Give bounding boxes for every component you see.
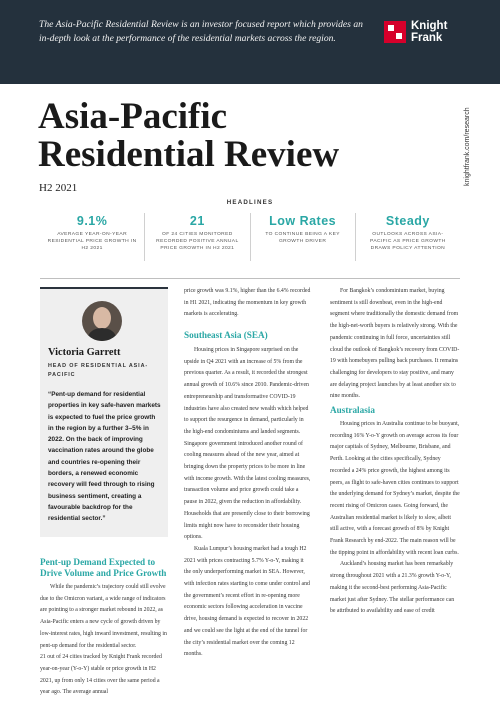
- stat-description: OF 24 CITIES MONITORED RECORDED POSITIVE ANNUAL PRICE GROWTH IN H2 2021: [156, 232, 239, 251]
- paragraph: Auckland’s housing market has been remarkably strong throughout 2021 with a 21.3% growth Y-o-Y, making it the second-best performing Asia-Pacific market just after Sydney. The stellar performance can be attributed to availability and ease of credit: [330, 561, 455, 615]
- logo-line-2: Frank: [411, 32, 443, 44]
- avatar-body: [88, 328, 116, 341]
- paragraph: Kuala Lumpur’s housing market had a tough H2 2021 with prices contracting 5.7% Y-o-Y, making it the only underperforming market in SEA. However, with infection rates starting to come under control and the government’s recent effort in re-opening more economic sectors following acceleration in vaccine drive, housing demand is expected to recover in 2022 and we could see the light at the end of the tunnel for the city’s residential market over the coming 12 months.: [184, 545, 310, 658]
- intro-text: The Asia-Pacific Residential Review is an investor focused report which provides an in-depth look at the performance of the residential markets across the region.: [39, 19, 363, 45]
- side-url[interactable]: [464, 96, 478, 186]
- stat-value: 9.1%: [76, 214, 108, 228]
- paragraph: 21 out of 24 cities tracked by Knight Frank recorded year-on-year (Y-o-Y) stable or price growth in H2 2021, up from only 14 cities over the same period a year ago. The average annual: [40, 654, 162, 696]
- stat-description: OUTLOOKS ACROSS ASIA-PACIFIC AS PRICE GROWTH DRAWS POLICY ATTENTION: [370, 232, 446, 251]
- headline-stat: [40, 213, 145, 261]
- report-title: [38, 98, 458, 174]
- knight-frank-logo[interactable]: [384, 19, 447, 45]
- knight-frank-logo-icon: [384, 21, 406, 43]
- paragraph: While the pandemic’s trajectory could still evolve due to the Omicron variant, a wide range of indicators are pointing to a stronger market rebound in 2022, as Asia-Pacific enters a new cycle of growth driven by low-interest rates, high inward investment, resulting in pent-up demand for the residential sector.: [40, 584, 167, 649]
- report-title-line-1: Asia-Pacific: [38, 96, 228, 137]
- column-2-top: [184, 286, 312, 321]
- headline-stat: [251, 213, 356, 261]
- stat-value: 21: [189, 214, 205, 228]
- column-1-body: [40, 582, 170, 699]
- headline-stat: [356, 213, 460, 261]
- paragraph: Housing prices in Singapore surprised on the upside in Q4 2021 with an increase of 5% from the previous quarter. As a result, it recorded the strongest annual growth of 10.6% since 2010. Pandemic-driven entrepreneurship and transformative COVID-19 industries have also created new wealth which helped to support the resurgence in demand, particularly in the high-end condominiums and landed segments. Singapore government introduced another round of cooling measures ahead of the new year, aimed at bringing down the property prices to be more in line with income growth. With the latest cooling measures, transaction volume and price growth could take a pause in 2022, given the reduction in affordability. Households that are presently close to their borrowing limits might now have to reconsider their housing options.: [184, 347, 311, 541]
- report-issue: H2 2021: [39, 182, 78, 194]
- section-heading-southeast-asia: Southeast Asia (SEA): [184, 330, 268, 340]
- avatar: [82, 301, 122, 341]
- avatar-face: [93, 307, 111, 329]
- headlines-label: HEADLINES: [226, 199, 274, 206]
- logo-line-1: Knight: [411, 20, 448, 32]
- headline-stats: [40, 213, 460, 261]
- paragraph: price growth was 9.1%, higher than the 6.4% recorded in H1 2021, indicating the momentum in key growth markets is accelerating.: [184, 288, 311, 318]
- section-heading-pent-up-demand: Pent-up Demand Expected to Drive Volume and Price Growth: [40, 557, 167, 578]
- stat-value: Steady: [385, 214, 430, 228]
- section-heading-australasia: Australasia: [330, 405, 375, 415]
- logo-wordmark: [411, 20, 447, 44]
- profile-card: [40, 287, 168, 537]
- profile-role: HEAD OF RESIDENTIAL ASIA-PACIFIC: [48, 363, 149, 378]
- profile-name: Victoria Garrett: [48, 347, 121, 358]
- side-url-text[interactable]: knightfrank.com/research: [464, 107, 471, 186]
- column-3-top: [330, 286, 460, 403]
- paragraph: For Bangkok’s condominium market, buying sentiment is still downbeat, even in the high-end segment where traditionally the domestic demand from the high-net-worth buyers is relatively strong. With the pandemic continuing in full force, uncertainties still cloud the outlook of Bangkok’s recovery from COVID-19 with homebuyers pulling back purchases. It remains challenging for developers to stay positive, and many are delaying project launches by at least another six to nine months.: [330, 288, 460, 400]
- report-title-line-2: Residential Review: [38, 134, 340, 175]
- paragraph: Housing prices in Australia continue to be buoyant, recording 16% Y-o-Y growth on average across its four major capitals of Sydney, Melbourne, Brisbane, and Perth. Looking at the cities specifically, Sydney recorded a 24% price growth, the highest among its peers, as flight to safe-haven cities continues to support the underlying demand for Sydney’s market, despite the recent rising of Omicron cases. Going forward, the Australian residential market is likely to slow, albeit still active, with a forecast growth of 8% by Knight Frank Research by end-2022. The main reason will be the tipping point in affordability with recent loan curbs.: [330, 421, 460, 556]
- stat-description: TO CONTINUE BEING A KEY GROWTH DRIVER: [265, 232, 340, 244]
- column-3-body: [330, 419, 460, 618]
- stat-description: AVERAGE YEAR-ON-YEAR RESIDENTIAL PRICE GROWTH IN H2 2021: [47, 232, 137, 251]
- header-band: [0, 0, 500, 84]
- column-2-body: [184, 345, 312, 661]
- stat-value: Low Rates: [269, 214, 337, 228]
- headline-stat: [145, 213, 250, 261]
- profile-quote: “Pent-up demand for residential properties in key safe-haven markets is expected to fuel the price growth in the region by a further 3–5% in 2022. On the back of improving vaccination rates around the globe and countries re-opening their borders, a renewed economic recovery will feed through to rising business sentiment, creating a favourable backdrop for the residential sector.”: [48, 391, 161, 523]
- section-divider: [40, 278, 460, 279]
